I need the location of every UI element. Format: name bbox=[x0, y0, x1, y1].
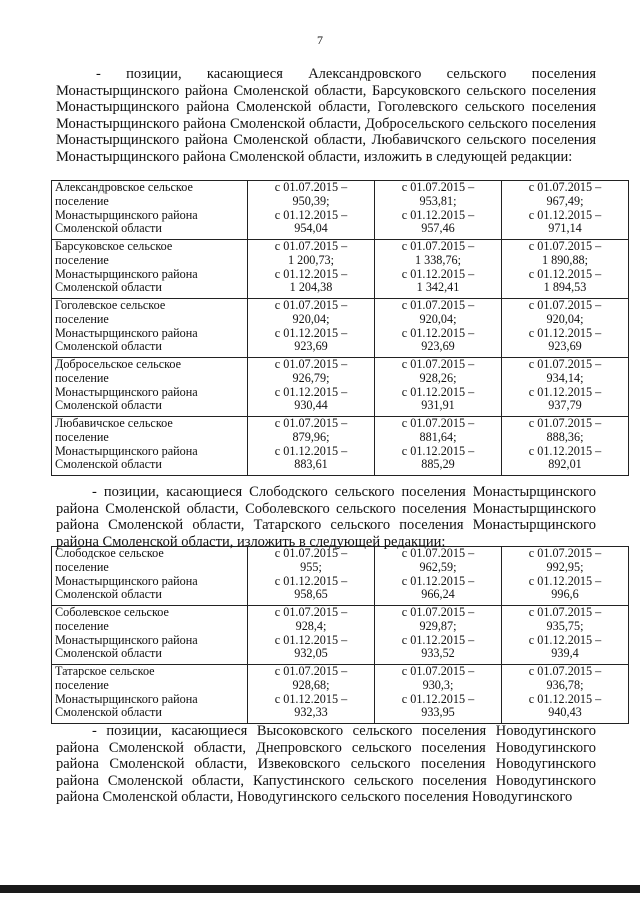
cell-text-line: Александровское сельское bbox=[55, 180, 193, 194]
cell-text-line: Смоленской области bbox=[55, 587, 162, 602]
page-number: 7 bbox=[317, 33, 323, 47]
cell-text-line: 879,96; bbox=[292, 429, 330, 444]
tariff-value-cell bbox=[248, 358, 375, 417]
table-row bbox=[52, 547, 629, 606]
cell-text-line: 950,39; bbox=[292, 193, 330, 208]
paragraph-3: - позиции, касающиеся Высоковского сельского поселения Новодугинского района Смоленской области, Днепровского сельского поселения Новодугинского района Смоленской области, Извековского сельского поселения Новодугинского района Смоленской области, Капустинского сельского поселения Новодугинского района Смоленской области, Новодугинского сельского поселения Новодугинского bbox=[56, 723, 596, 806]
cell-text-line: с 01.12.2015 – bbox=[401, 691, 475, 706]
cell-text-line: с 01.07.2015 – bbox=[274, 239, 348, 253]
cell-text-line: с 01.07.2015 – bbox=[401, 416, 475, 430]
cell-text-line: 936,78; bbox=[546, 677, 584, 692]
table-row bbox=[52, 299, 629, 358]
cell-text-line: 923,69 bbox=[294, 339, 328, 354]
cell-text-line: с 01.07.2015 – bbox=[528, 298, 602, 312]
cell-text-line: с 01.07.2015 – bbox=[401, 239, 475, 253]
cell-text-line: Смоленской области bbox=[55, 457, 162, 472]
cell-text-line: Смоленской области bbox=[55, 398, 162, 413]
cell-text-line: Татарское сельское bbox=[55, 664, 155, 678]
tariff-value-cell bbox=[502, 547, 629, 606]
cell-text-line: 881,64; bbox=[419, 429, 457, 444]
cell-text-line: Монастырщинского района bbox=[55, 691, 198, 706]
cell-text-line: с 01.12.2015 – bbox=[528, 691, 602, 706]
cell-text-line: 933,95 bbox=[421, 705, 455, 720]
cell-text-line: Любавичское сельское bbox=[55, 416, 173, 430]
cell-text-line: 962,59; bbox=[419, 559, 457, 574]
table-row bbox=[52, 181, 629, 240]
cell-text-line: 955; bbox=[300, 559, 322, 574]
cell-text-line: 928,68; bbox=[292, 677, 330, 692]
cell-text-line: поселение bbox=[55, 193, 109, 208]
cell-text-line: 930,44 bbox=[294, 398, 328, 413]
table-row bbox=[52, 417, 629, 476]
table-row bbox=[52, 665, 629, 724]
tariff-value-cell bbox=[248, 606, 375, 665]
table-row bbox=[52, 606, 629, 665]
cell-text-line: с 01.12.2015 – bbox=[274, 573, 348, 588]
cell-text-line: с 01.12.2015 – bbox=[274, 632, 348, 647]
cell-text-line: с 01.12.2015 – bbox=[401, 632, 475, 647]
cell-text-line: 888,36; bbox=[546, 429, 584, 444]
cell-text-line: с 01.12.2015 – bbox=[401, 325, 475, 340]
tariff-value-cell bbox=[375, 665, 502, 724]
cell-text-line: 935,75; bbox=[546, 618, 584, 633]
cell-text-line: Слободское сельское bbox=[55, 546, 164, 560]
settlement-name-cell bbox=[52, 299, 248, 358]
cell-text-line: с 01.07.2015 – bbox=[528, 180, 602, 194]
bottom-border-bar bbox=[0, 885, 640, 893]
cell-text-line: 928,26; bbox=[419, 370, 457, 385]
cell-text-line: поселение bbox=[55, 559, 109, 574]
cell-text-line: 928,4; bbox=[295, 618, 327, 633]
cell-text-line: 1 204,38 bbox=[289, 280, 333, 295]
cell-text-line: 1 200,73; bbox=[287, 252, 335, 267]
cell-text-line: 953,81; bbox=[419, 193, 457, 208]
cell-text-line: 933,52 bbox=[421, 646, 455, 661]
cell-text-line: с 01.07.2015 – bbox=[401, 664, 475, 678]
cell-text-line: 1 342,41 bbox=[416, 280, 460, 295]
settlement-name-cell bbox=[52, 181, 248, 240]
table-row bbox=[52, 358, 629, 417]
cell-text-line: с 01.12.2015 – bbox=[528, 384, 602, 399]
cell-text-line: Барсуковское сельское bbox=[55, 239, 173, 253]
cell-text-line: 923,69 bbox=[548, 339, 582, 354]
cell-text-line: Монастырщинского района bbox=[55, 207, 198, 222]
cell-text-line: поселение bbox=[55, 311, 109, 326]
tariff-value-cell bbox=[502, 358, 629, 417]
cell-text-line: Смоленской области bbox=[55, 280, 162, 295]
cell-text-line: Монастырщинского района bbox=[55, 325, 198, 340]
paragraph-2: - позиции, касающиеся Слободского сельского поселения Монастырщинского района Смоленской области, Соболевского сельского поселения Монастырщинского района Смоленской области, Татарского сельского поселения Монастырщинского района Смоленской области, изложить в следующей редакции: bbox=[56, 484, 596, 550]
tariff-value-cell bbox=[248, 547, 375, 606]
cell-text-line: с 01.07.2015 – bbox=[401, 605, 475, 619]
cell-text-line: с 01.12.2015 – bbox=[528, 325, 602, 340]
tariff-table-2 bbox=[51, 546, 629, 724]
tariff-value-cell bbox=[375, 181, 502, 240]
cell-text-line: 930,3; bbox=[422, 677, 454, 692]
cell-text-line: 1 338,76; bbox=[414, 252, 462, 267]
table-row bbox=[52, 240, 629, 299]
cell-text-line: с 01.12.2015 – bbox=[274, 207, 348, 222]
cell-text-line: Монастырщинского района bbox=[55, 443, 198, 458]
tariff-value-cell bbox=[375, 547, 502, 606]
cell-text-line: Монастырщинского района bbox=[55, 266, 198, 281]
cell-text-line: Смоленской области bbox=[55, 221, 162, 236]
cell-text-line: 958,65 bbox=[294, 587, 328, 602]
cell-text-line: Монастырщинского района bbox=[55, 573, 198, 588]
cell-text-line: Соболевское сельское bbox=[55, 605, 169, 619]
settlement-name-cell bbox=[52, 240, 248, 299]
cell-text-line: с 01.07.2015 – bbox=[401, 180, 475, 194]
tariff-value-cell bbox=[248, 299, 375, 358]
cell-text-line: 926,79; bbox=[292, 370, 330, 385]
cell-text-line: с 01.12.2015 – bbox=[528, 207, 602, 222]
tariff-value-cell bbox=[248, 665, 375, 724]
tariff-value-cell bbox=[502, 606, 629, 665]
cell-text-line: с 01.07.2015 – bbox=[528, 416, 602, 430]
tariff-value-cell bbox=[502, 417, 629, 476]
cell-text-line: 971,14 bbox=[548, 221, 582, 236]
tariff-value-cell bbox=[502, 665, 629, 724]
cell-text-line: с 01.12.2015 – bbox=[274, 443, 348, 458]
cell-text-line: с 01.12.2015 – bbox=[401, 384, 475, 399]
cell-text-line: 892,01 bbox=[548, 457, 582, 472]
tariff-value-cell bbox=[248, 417, 375, 476]
cell-text-line: 885,29 bbox=[421, 457, 455, 472]
settlement-name-cell bbox=[52, 547, 248, 606]
cell-text-line: 932,33 bbox=[294, 705, 328, 720]
cell-text-line: с 01.07.2015 – bbox=[274, 546, 348, 560]
cell-text-line: с 01.07.2015 – bbox=[528, 605, 602, 619]
cell-text-line: Гоголевское сельское bbox=[55, 298, 166, 312]
cell-text-line: с 01.07.2015 – bbox=[401, 546, 475, 560]
cell-text-line: с 01.07.2015 – bbox=[528, 239, 602, 253]
cell-text-line: с 01.12.2015 – bbox=[401, 443, 475, 458]
tariff-value-cell bbox=[248, 181, 375, 240]
cell-text-line: 929,87; bbox=[419, 618, 457, 633]
cell-text-line: с 01.07.2015 – bbox=[401, 298, 475, 312]
tariff-value-cell bbox=[502, 240, 629, 299]
cell-text-line: с 01.07.2015 – bbox=[274, 357, 348, 371]
tariff-value-cell bbox=[502, 181, 629, 240]
cell-text-line: 932,05 bbox=[294, 646, 328, 661]
tariff-value-cell bbox=[375, 358, 502, 417]
cell-text-line: с 01.12.2015 – bbox=[274, 691, 348, 706]
cell-text-line: 920,04; bbox=[419, 311, 457, 326]
cell-text-line: 937,79 bbox=[548, 398, 582, 413]
cell-text-line: поселение bbox=[55, 677, 109, 692]
cell-text-line: 992,95; bbox=[546, 559, 584, 574]
cell-text-line: с 01.07.2015 – bbox=[274, 180, 348, 194]
cell-text-line: 920,04; bbox=[546, 311, 584, 326]
cell-text-line: 931,91 bbox=[421, 398, 455, 413]
settlement-name-cell bbox=[52, 665, 248, 724]
settlement-name-cell bbox=[52, 606, 248, 665]
cell-text-line: с 01.12.2015 – bbox=[274, 325, 348, 340]
tariff-value-cell bbox=[375, 240, 502, 299]
cell-text-line: с 01.12.2015 – bbox=[274, 384, 348, 399]
tariff-value-cell bbox=[375, 299, 502, 358]
cell-text-line: 934,14; bbox=[546, 370, 584, 385]
cell-text-line: с 01.12.2015 – bbox=[528, 573, 602, 588]
cell-text-line: с 01.07.2015 – bbox=[274, 664, 348, 678]
tariff-table-1 bbox=[51, 180, 629, 476]
cell-text-line: 939,4 bbox=[551, 646, 579, 661]
cell-text-line: 967,49; bbox=[546, 193, 584, 208]
tariff-value-cell bbox=[375, 417, 502, 476]
settlement-name-cell bbox=[52, 358, 248, 417]
cell-text-line: 923,69 bbox=[421, 339, 455, 354]
cell-text-line: Смоленской области bbox=[55, 705, 162, 720]
cell-text-line: с 01.07.2015 – bbox=[274, 416, 348, 430]
cell-text-line: с 01.12.2015 – bbox=[528, 632, 602, 647]
cell-text-line: 1 890,88; bbox=[541, 252, 589, 267]
cell-text-line: Монастырщинского района bbox=[55, 632, 198, 647]
cell-text-line: поселение bbox=[55, 429, 109, 444]
cell-text-line: 883,61 bbox=[294, 457, 328, 472]
cell-text-line: с 01.07.2015 – bbox=[274, 605, 348, 619]
cell-text-line: 966,24 bbox=[421, 587, 455, 602]
cell-text-line: с 01.07.2015 – bbox=[274, 298, 348, 312]
cell-text-line: 940,43 bbox=[548, 705, 582, 720]
cell-text-line: поселение bbox=[55, 618, 109, 633]
cell-text-line: поселение bbox=[55, 252, 109, 267]
cell-text-line: 1 894,53 bbox=[543, 280, 587, 295]
cell-text-line: с 01.12.2015 – bbox=[401, 573, 475, 588]
tariff-value-cell bbox=[502, 299, 629, 358]
cell-text-line: с 01.12.2015 – bbox=[274, 266, 348, 281]
cell-text-line: 954,04 bbox=[294, 221, 328, 236]
cell-text-line: с 01.12.2015 – bbox=[528, 443, 602, 458]
cell-text-line: с 01.07.2015 – bbox=[528, 546, 602, 560]
cell-text-line: с 01.12.2015 – bbox=[401, 207, 475, 222]
cell-text-line: 920,04; bbox=[292, 311, 330, 326]
cell-text-line: с 01.12.2015 – bbox=[401, 266, 475, 281]
cell-text-line: поселение bbox=[55, 370, 109, 385]
paragraph-1: - позиции, касающиеся Александровского сельского поселения Монастырщинского района Смоленской области, Барсуковского сельского поселения Монастырщинского района Смоленской области, Гоголевского сельского поселения Монастырщинского района Смоленской области, Добросельского сельского поселения Монастырщинского района Смоленской области, Любавичского сельского поселения Монастырщинского района Смоленской области, изложить в следующей редакции: bbox=[56, 66, 596, 165]
cell-text-line: с 01.07.2015 – bbox=[528, 664, 602, 678]
cell-text-line: Смоленской области bbox=[55, 339, 162, 354]
settlement-name-cell bbox=[52, 417, 248, 476]
cell-text-line: Добросельское сельское bbox=[55, 357, 182, 371]
cell-text-line: Смоленской области bbox=[55, 646, 162, 661]
cell-text-line: с 01.07.2015 – bbox=[401, 357, 475, 371]
tariff-value-cell bbox=[248, 240, 375, 299]
tariff-value-cell bbox=[375, 606, 502, 665]
cell-text-line: 996,6 bbox=[551, 587, 579, 602]
cell-text-line: Монастырщинского района bbox=[55, 384, 198, 399]
cell-text-line: с 01.12.2015 – bbox=[528, 266, 602, 281]
cell-text-line: 957,46 bbox=[421, 221, 455, 236]
cell-text-line: с 01.07.2015 – bbox=[528, 357, 602, 371]
